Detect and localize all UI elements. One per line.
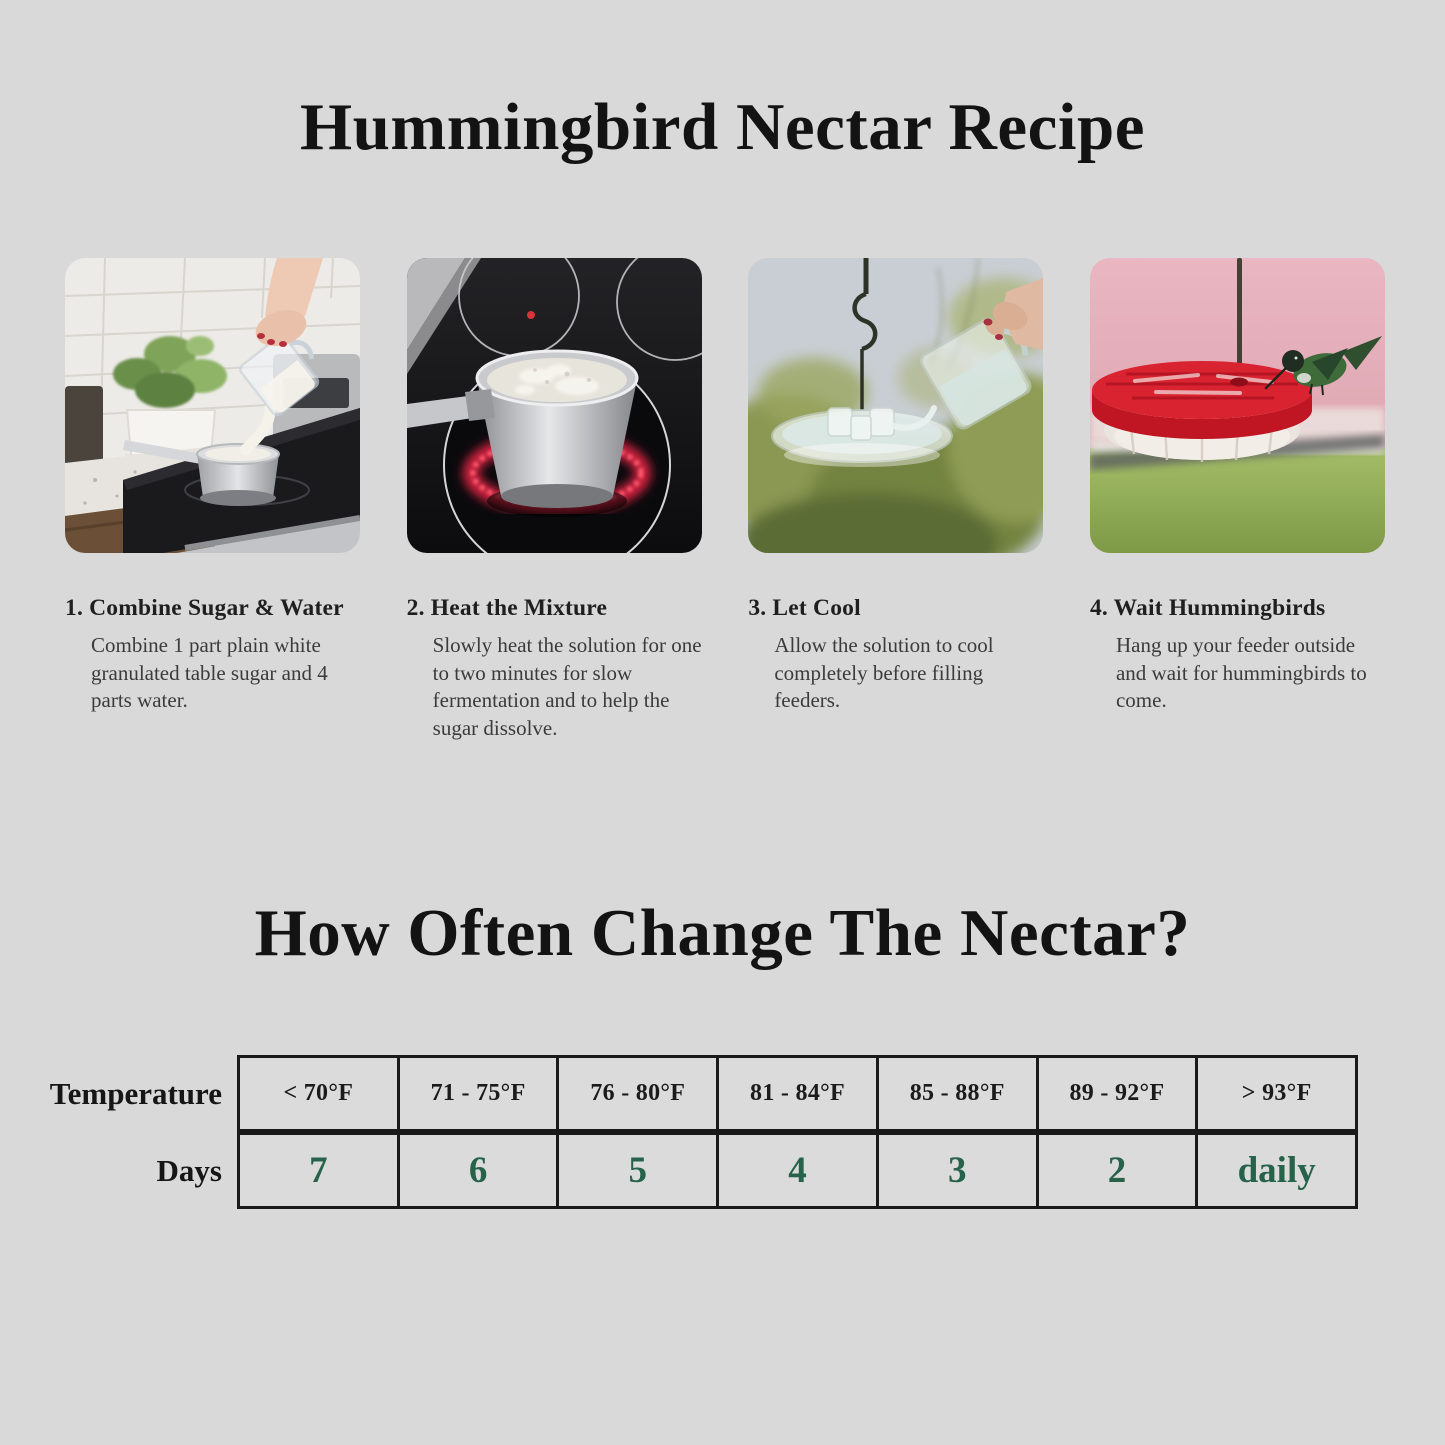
- days-cell: 2: [1036, 1135, 1196, 1206]
- step-4-image: [1090, 258, 1385, 553]
- hummingbird-on-feeder-photo: [1090, 258, 1385, 553]
- nectar-change-table: [0, 1055, 1445, 1209]
- step-2-image: [407, 258, 702, 553]
- temperature-row: [0, 1055, 1445, 1132]
- days-cell: 6: [397, 1135, 557, 1206]
- temperature-cell: < 70°F: [283, 1080, 354, 1106]
- step-1-card: [65, 258, 360, 742]
- temperature-cell: 81 - 84°F: [716, 1058, 876, 1129]
- step-1-heading: 1. Combine Sugar & Water: [65, 595, 344, 621]
- days-cell: 5: [556, 1135, 716, 1206]
- temperature-cells: [237, 1055, 1358, 1132]
- steps-row: [65, 258, 1385, 742]
- days-cell: 7: [309, 1150, 328, 1191]
- days-cell: 4: [716, 1135, 876, 1206]
- step-2-heading: 2. Heat the Mixture: [406, 595, 608, 621]
- days-cells: [237, 1132, 1358, 1209]
- temperature-cell: 89 - 92°F: [1036, 1058, 1196, 1129]
- step-3-heading: 3. Let Cool: [748, 595, 861, 621]
- filling-feeder-dish-photo: [748, 258, 1043, 553]
- step-3-card: [748, 258, 1043, 742]
- step-3-image: [748, 258, 1043, 553]
- recipe-title: Hummingbird Nectar Recipe: [300, 90, 1145, 164]
- days-cell: 3: [876, 1135, 1036, 1206]
- boiling-pot-on-stove-photo: [407, 258, 702, 553]
- temperature-row-label: Temperature: [49, 1075, 222, 1111]
- step-1-image: [65, 258, 360, 553]
- step-1-description: Combine 1 part plain white granulated table sugar and 4 parts water.: [91, 633, 328, 713]
- step-3-description: Allow the solution to cool completely before filling feeders.: [774, 633, 994, 713]
- step-4-description: Hang up your feeder outside and wait for hummingbirds to come.: [1115, 633, 1367, 713]
- days-cell: daily: [1195, 1135, 1355, 1206]
- step-2-description: Slowly heat the solution for one to two minutes for slow fermentation and to help the sugar dissolve.: [432, 633, 702, 740]
- days-row: [0, 1132, 1445, 1209]
- days-row-label: Days: [156, 1152, 222, 1188]
- step-4-heading: 4. Wait Hummingbirds: [1089, 595, 1326, 621]
- temperature-cell: > 93°F: [1195, 1058, 1355, 1129]
- step-4-card: [1090, 258, 1385, 742]
- temperature-cell: 71 - 75°F: [397, 1058, 557, 1129]
- step-2-card: [407, 258, 702, 742]
- schedule-title: How Often Change The Nectar?: [254, 896, 1191, 970]
- pouring-sugar-into-saucepan-photo: [65, 258, 360, 553]
- temperature-cell: 76 - 80°F: [556, 1058, 716, 1129]
- temperature-cell: 85 - 88°F: [876, 1058, 1036, 1129]
